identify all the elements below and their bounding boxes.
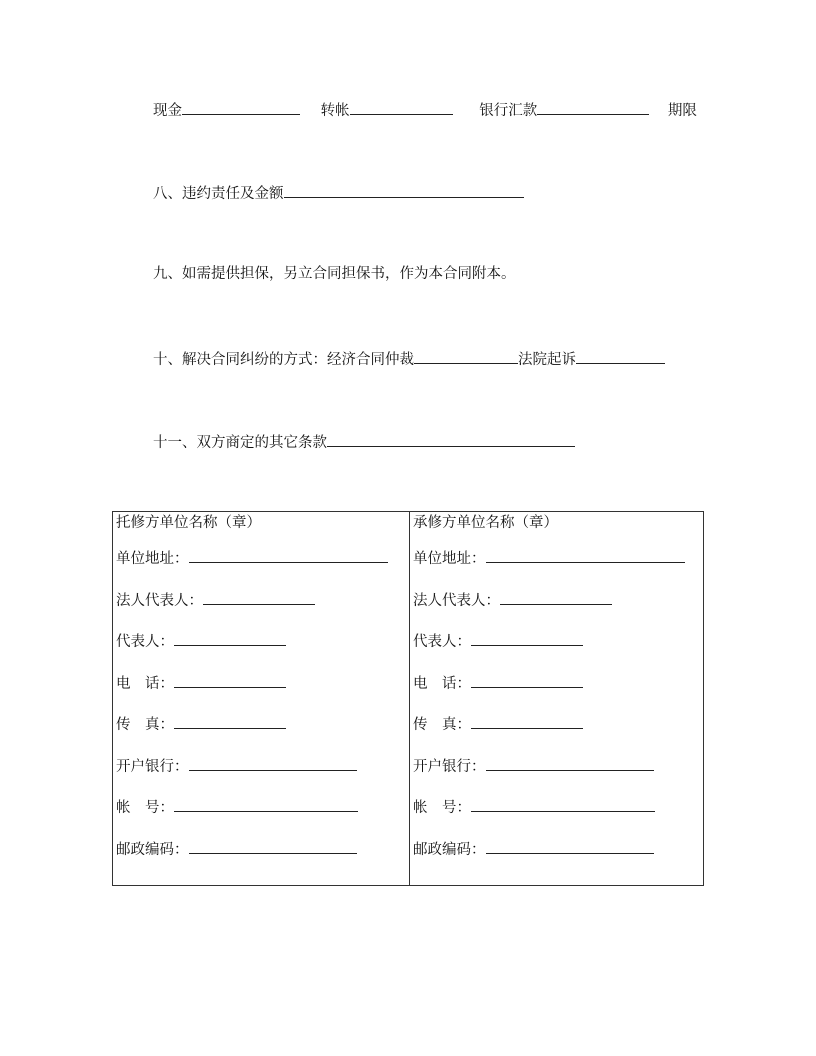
account-label: 帐 号： bbox=[413, 800, 471, 816]
arbitration-blank[interactable] bbox=[414, 347, 518, 364]
clause-10-text: 十、解决合同纠纷的方式：经济合同仲裁 bbox=[153, 352, 414, 368]
client-address-row bbox=[116, 546, 409, 588]
transfer-blank[interactable] bbox=[350, 98, 453, 115]
clause-8-text: 八、违约责任及金额 bbox=[153, 186, 284, 202]
client-rep-row bbox=[116, 629, 409, 671]
repairer-address-blank[interactable] bbox=[486, 546, 685, 563]
other-terms-blank[interactable] bbox=[327, 430, 575, 447]
client-postcode-blank[interactable] bbox=[189, 837, 357, 854]
address-label: 单位地址： bbox=[413, 551, 486, 567]
repairer-account-row bbox=[413, 795, 703, 837]
repairer-fax-blank[interactable] bbox=[471, 712, 583, 729]
repairer-phone-blank[interactable] bbox=[471, 671, 583, 688]
client-rep-blank[interactable] bbox=[174, 629, 286, 646]
account-label: 帐 号： bbox=[116, 800, 174, 816]
client-fax-blank[interactable] bbox=[174, 712, 286, 729]
client-account-row bbox=[116, 795, 409, 837]
repairer-fax-row bbox=[413, 712, 703, 754]
legal-rep-label: 法人代表人： bbox=[413, 592, 500, 609]
court-label: 法院起诉 bbox=[518, 352, 576, 368]
repairer-party-cell bbox=[410, 512, 704, 886]
clause-8 bbox=[153, 181, 524, 204]
clause-11-text: 十一、双方商定的其它条款 bbox=[153, 435, 327, 451]
breach-amount-blank[interactable] bbox=[284, 181, 524, 198]
client-party-cell bbox=[113, 512, 410, 886]
payment-method-line bbox=[153, 98, 697, 121]
fax-label: 传 真： bbox=[116, 717, 174, 733]
client-address-blank[interactable] bbox=[189, 546, 388, 563]
bank-label: 开户银行： bbox=[116, 758, 189, 775]
repairer-rep-blank[interactable] bbox=[471, 629, 583, 646]
client-bank-blank[interactable] bbox=[189, 754, 357, 771]
client-fax-row bbox=[116, 712, 409, 754]
client-account-blank[interactable] bbox=[174, 795, 358, 812]
client-phone-row bbox=[116, 671, 409, 713]
client-postcode-row bbox=[116, 837, 409, 879]
deadline-label: 期限 bbox=[667, 103, 697, 119]
postcode-label: 邮政编码： bbox=[413, 841, 486, 858]
transfer-label: 转帐 bbox=[320, 103, 350, 119]
client-title: 托修方单位名称（章） bbox=[116, 515, 261, 531]
bank-label: 开户银行： bbox=[413, 758, 486, 775]
clause-11 bbox=[153, 430, 575, 453]
phone-label: 电 话： bbox=[116, 675, 174, 692]
bank-remit-blank[interactable] bbox=[537, 98, 649, 115]
fax-label: 传 真： bbox=[413, 717, 471, 733]
repairer-legal-rep-blank[interactable] bbox=[500, 588, 612, 605]
client-phone-blank[interactable] bbox=[174, 671, 286, 688]
repairer-legal-rep-row bbox=[413, 588, 703, 630]
client-legal-rep-row bbox=[116, 588, 409, 630]
repairer-postcode-blank[interactable] bbox=[486, 837, 654, 854]
rep-label: 代表人： bbox=[413, 634, 471, 650]
address-label: 单位地址： bbox=[116, 551, 189, 567]
clause-9-text: 九、如需提供担保，另立合同担保书，作为本合同附本。 bbox=[153, 266, 516, 282]
clause-9 bbox=[153, 264, 516, 284]
cash-blank[interactable] bbox=[182, 98, 300, 115]
client-bank-row bbox=[116, 754, 409, 796]
clause-10 bbox=[153, 347, 665, 370]
client-legal-rep-blank[interactable] bbox=[203, 588, 315, 605]
court-blank[interactable] bbox=[576, 347, 665, 364]
postcode-label: 邮政编码： bbox=[116, 841, 189, 858]
repairer-account-blank[interactable] bbox=[471, 795, 655, 812]
repairer-postcode-row bbox=[413, 837, 703, 879]
legal-rep-label: 法人代表人： bbox=[116, 592, 203, 609]
bank-remit-label: 银行汇款 bbox=[479, 103, 538, 119]
repairer-title: 承修方单位名称（章） bbox=[413, 515, 558, 531]
repairer-phone-row bbox=[413, 671, 703, 713]
phone-label: 电 话： bbox=[413, 675, 471, 692]
repairer-rep-row bbox=[413, 629, 703, 671]
signature-table bbox=[112, 511, 704, 886]
cash-label: 现金 bbox=[153, 103, 182, 119]
repairer-address-row bbox=[413, 546, 703, 588]
repairer-bank-row bbox=[413, 754, 703, 796]
repairer-bank-blank[interactable] bbox=[486, 754, 654, 771]
rep-label: 代表人： bbox=[116, 634, 174, 650]
